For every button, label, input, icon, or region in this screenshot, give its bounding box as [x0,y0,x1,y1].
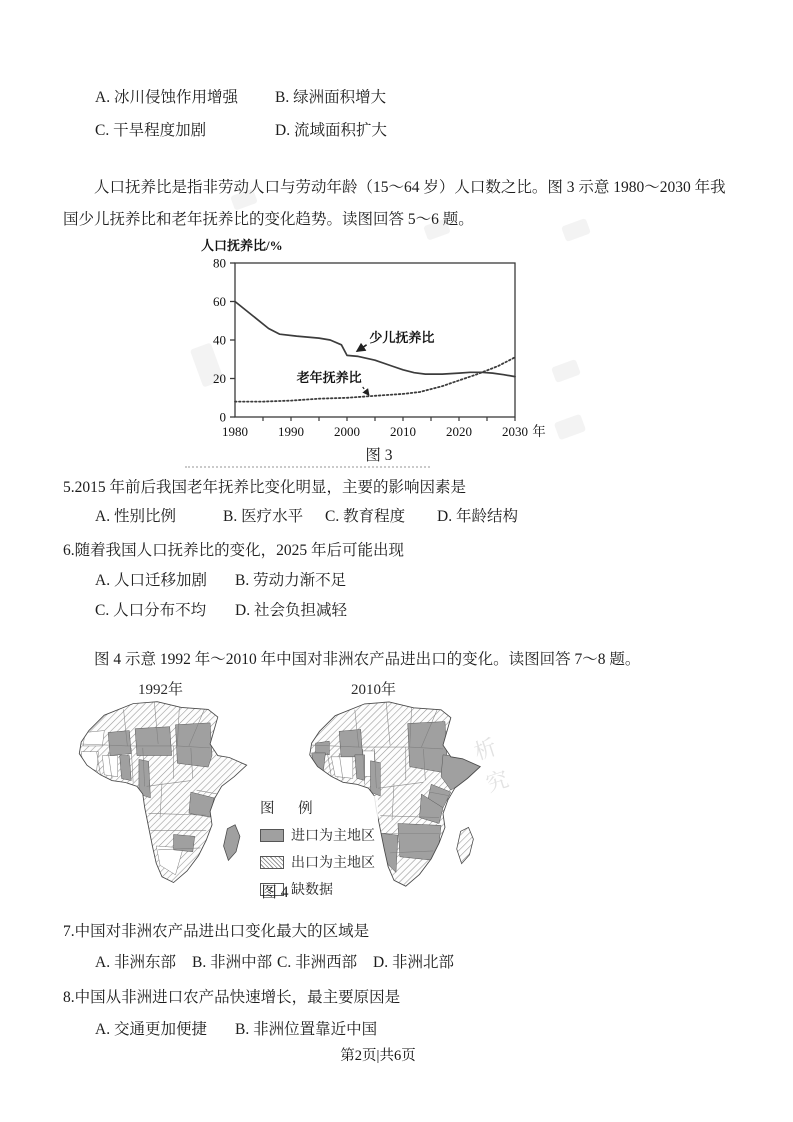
legend-item-import: 进口为主地区 [260,825,375,845]
option: B. 劳动力渐不足 [235,572,347,589]
svg-text:40: 40 [213,332,226,348]
map-year-label-2010: 2010年 [351,682,397,698]
svg-text:0: 0 [219,409,226,425]
option: A. 非洲东部 [95,954,176,971]
option: B. 非洲中部 [192,954,273,971]
africa-map-1992 [64,694,260,896]
svg-text:2030: 2030 [502,424,528,439]
svg-text:80: 80 [213,255,226,271]
watermark-character: 究 [482,766,512,797]
map-year-label-1992: 1992年 [138,682,184,698]
option: D. 年龄结构 [437,508,518,525]
svg-text:60: 60 [213,294,226,309]
option: C. 非洲西部 [277,954,358,971]
svg-text:少儿抚养比: 少儿抚养比 [369,329,435,345]
option: C. 干旱程度加剧 [95,122,207,139]
figure3-caption: 图 3 [365,447,393,464]
svg-text:年: 年 [532,424,546,439]
option: B. 非洲位置靠近中国 [235,1021,378,1038]
option: A. 冰川侵蚀作用增强 [95,89,238,106]
svg-text:2020: 2020 [446,424,472,439]
option: A. 人口迁移加剧 [95,572,207,589]
svg-text:1980: 1980 [222,424,248,439]
passage-figure4: 图 4 示意 1992 年～2010 年中国对非洲农产品进出口的变化。读图回答 7～8 题。 [94,651,641,668]
question7-stem: 7.中国对非洲农产品进出口变化最大的区域是 [63,923,370,940]
option: B. 医疗水平 [223,508,304,525]
option: D. 非洲北部 [373,954,454,971]
page-footer: 第2页|共6页 [340,1048,416,1064]
option: C. 教育程度 [325,508,406,525]
svg-text:老年抚养比: 老年抚养比 [296,369,362,385]
passage-dependency-ratio: 人口抚养比是指非劳动人口与劳动年龄（15～64 岁）人口数之比。图 3 示意 1980～2030 年我国少儿抚养比和老年抚养比的变化趋势。读图回答 5～6 题。 [63,179,726,228]
svg-text:1990: 1990 [278,424,304,439]
legend-title: 图 例 [260,801,323,817]
question6-stem: 6.随着我国人口抚养比的变化，2025 年后可能出现 [63,542,405,559]
option: A. 交通更加便捷 [95,1021,207,1038]
legend-item-export: 出口为主地区 [260,852,375,872]
svg-text:2000: 2000 [334,424,360,439]
option: D. 社会负担减轻 [235,602,347,619]
option: B. 绿洲面积增大 [275,89,387,106]
legend-item-nodata: 缺数据 [260,879,375,899]
question5-stem: 5.2015 年前后我国老年抚养比变化明显，主要的影响因素是 [63,479,467,496]
madagascar-2010 [457,827,474,863]
legend-swatch-hatched [260,856,284,869]
scan-artifact-line [185,466,430,468]
option: D. 流域面积扩大 [275,122,387,139]
option: C. 人口分布不均 [95,602,207,619]
question8-stem: 8.中国从非洲进口农产品快速增长，最主要原因是 [63,989,401,1006]
legend-swatch-gray [260,829,284,842]
figure4-caption: 图 4 [261,884,289,901]
figure3-line-chart [193,236,565,448]
madagascar-1992 [224,825,240,861]
option: A. 性别比例 [95,508,176,525]
svg-text:人口抚养比/%: 人口抚养比/% [201,238,283,253]
svg-text:20: 20 [213,371,226,386]
svg-text:2010: 2010 [390,424,416,439]
watermark-character: 析 [470,734,500,765]
